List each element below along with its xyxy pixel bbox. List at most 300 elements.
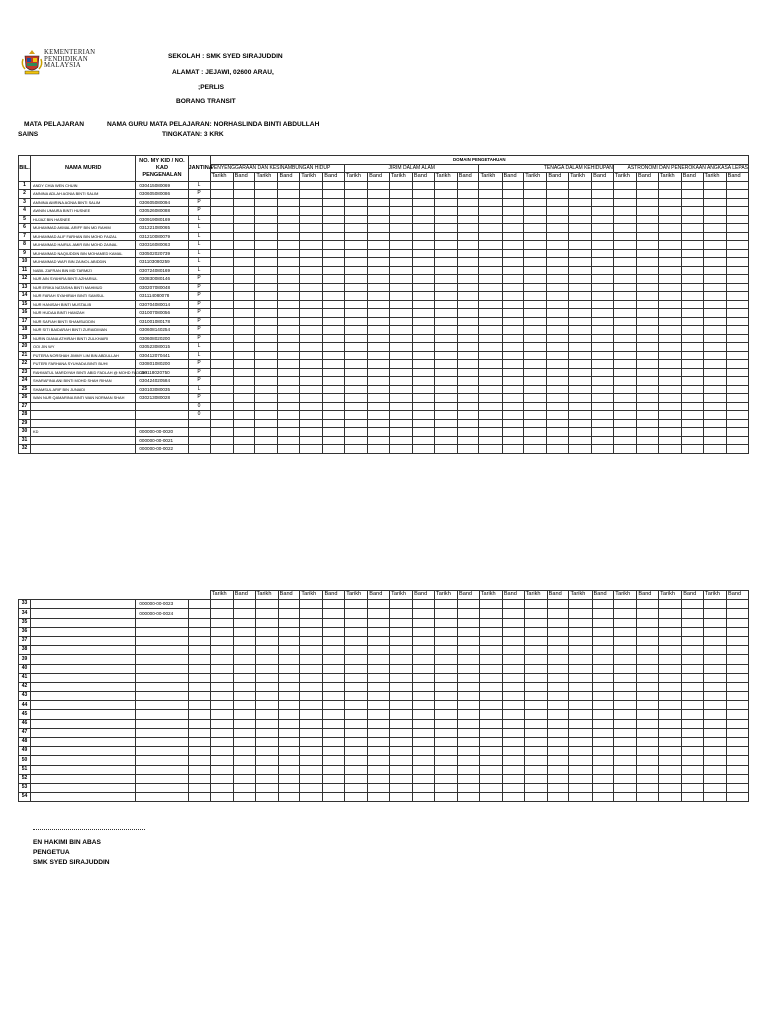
- score-cell[interactable]: [592, 198, 614, 207]
- score-cell[interactable]: [233, 343, 255, 352]
- score-cell[interactable]: [278, 181, 300, 190]
- score-cell[interactable]: [569, 756, 592, 765]
- score-cell[interactable]: [368, 181, 390, 190]
- score-cell[interactable]: [233, 249, 255, 258]
- score-cell[interactable]: [703, 609, 726, 618]
- score-cell[interactable]: [300, 241, 323, 250]
- score-cell[interactable]: [368, 394, 390, 403]
- score-cell[interactable]: [413, 609, 435, 618]
- score-cell[interactable]: [233, 309, 255, 318]
- score-cell[interactable]: [368, 249, 390, 258]
- score-cell[interactable]: [614, 747, 637, 756]
- score-cell[interactable]: [681, 275, 703, 284]
- score-cell[interactable]: [278, 618, 300, 627]
- score-cell[interactable]: [345, 436, 368, 445]
- score-cell[interactable]: [479, 747, 502, 756]
- score-cell[interactable]: [323, 719, 345, 728]
- score-cell[interactable]: [479, 300, 502, 309]
- score-cell[interactable]: [592, 309, 614, 318]
- score-cell[interactable]: [368, 266, 390, 275]
- score-cell[interactable]: [278, 300, 300, 309]
- score-cell[interactable]: [278, 636, 300, 645]
- score-cell[interactable]: [210, 385, 233, 394]
- score-cell[interactable]: [389, 360, 412, 369]
- score-cell[interactable]: [233, 765, 255, 774]
- score-cell[interactable]: [524, 215, 547, 224]
- score-cell[interactable]: [434, 774, 457, 783]
- score-cell[interactable]: [457, 445, 479, 454]
- score-cell[interactable]: [637, 646, 659, 655]
- score-cell[interactable]: [569, 249, 592, 258]
- score-cell[interactable]: [323, 783, 345, 792]
- score-cell[interactable]: [278, 436, 300, 445]
- score-cell[interactable]: [726, 343, 748, 352]
- score-cell[interactable]: [278, 258, 300, 267]
- score-cell[interactable]: [614, 783, 637, 792]
- score-cell[interactable]: [479, 738, 502, 747]
- score-cell[interactable]: [368, 445, 390, 454]
- score-cell[interactable]: [613, 283, 636, 292]
- score-cell[interactable]: [727, 655, 749, 664]
- score-cell[interactable]: [682, 728, 704, 737]
- score-cell[interactable]: [457, 710, 479, 719]
- score-cell[interactable]: [300, 765, 323, 774]
- score-cell[interactable]: [323, 232, 345, 241]
- score-cell[interactable]: [592, 673, 614, 682]
- score-cell[interactable]: [300, 411, 323, 420]
- score-cell[interactable]: [368, 756, 390, 765]
- score-cell[interactable]: [457, 719, 479, 728]
- score-cell[interactable]: [614, 636, 637, 645]
- score-cell[interactable]: [412, 215, 434, 224]
- score-cell[interactable]: [502, 317, 524, 326]
- score-cell[interactable]: [278, 377, 300, 386]
- score-cell[interactable]: [569, 292, 592, 301]
- score-cell[interactable]: [457, 783, 479, 792]
- score-cell[interactable]: [592, 411, 614, 420]
- score-cell[interactable]: [727, 701, 749, 710]
- score-cell[interactable]: [210, 300, 233, 309]
- score-cell[interactable]: [502, 738, 524, 747]
- score-cell[interactable]: [614, 682, 637, 691]
- score-cell[interactable]: [658, 326, 681, 335]
- score-cell[interactable]: [323, 309, 345, 318]
- score-cell[interactable]: [681, 241, 703, 250]
- score-cell[interactable]: [524, 368, 547, 377]
- score-cell[interactable]: [278, 283, 300, 292]
- score-cell[interactable]: [479, 719, 502, 728]
- score-cell[interactable]: [233, 646, 255, 655]
- score-cell[interactable]: [368, 241, 390, 250]
- score-cell[interactable]: [300, 275, 323, 284]
- score-cell[interactable]: [457, 627, 479, 636]
- score-cell[interactable]: [434, 636, 457, 645]
- score-cell[interactable]: [323, 692, 345, 701]
- score-cell[interactable]: [613, 190, 636, 199]
- score-cell[interactable]: [413, 710, 435, 719]
- score-cell[interactable]: [592, 351, 614, 360]
- score-cell[interactable]: [255, 436, 278, 445]
- score-cell[interactable]: [300, 673, 323, 682]
- score-cell[interactable]: [703, 377, 726, 386]
- score-cell[interactable]: [233, 701, 255, 710]
- score-cell[interactable]: [278, 738, 300, 747]
- score-cell[interactable]: [569, 636, 592, 645]
- score-cell[interactable]: [323, 283, 345, 292]
- score-cell[interactable]: [658, 300, 681, 309]
- score-cell[interactable]: [278, 774, 300, 783]
- score-cell[interactable]: [524, 377, 547, 386]
- score-cell[interactable]: [323, 600, 345, 609]
- score-cell[interactable]: [681, 394, 703, 403]
- score-cell[interactable]: [614, 627, 637, 636]
- score-cell[interactable]: [681, 181, 703, 190]
- score-cell[interactable]: [345, 445, 368, 454]
- score-cell[interactable]: [659, 793, 682, 802]
- score-cell[interactable]: [345, 719, 368, 728]
- score-cell[interactable]: [636, 411, 658, 420]
- score-cell[interactable]: [547, 241, 569, 250]
- score-cell[interactable]: [255, 728, 278, 737]
- score-cell[interactable]: [233, 793, 255, 802]
- score-cell[interactable]: [479, 774, 502, 783]
- score-cell[interactable]: [547, 655, 569, 664]
- score-cell[interactable]: [524, 351, 547, 360]
- score-cell[interactable]: [524, 747, 547, 756]
- score-cell[interactable]: [479, 241, 502, 250]
- score-cell[interactable]: [434, 292, 457, 301]
- score-cell[interactable]: [412, 445, 434, 454]
- score-cell[interactable]: [726, 317, 748, 326]
- score-cell[interactable]: [457, 609, 479, 618]
- score-cell[interactable]: [434, 428, 457, 437]
- score-cell[interactable]: [592, 445, 614, 454]
- score-cell[interactable]: [479, 207, 502, 216]
- score-cell[interactable]: [592, 419, 614, 428]
- score-cell[interactable]: [457, 198, 479, 207]
- score-cell[interactable]: [502, 655, 524, 664]
- score-cell[interactable]: [412, 402, 434, 411]
- score-cell[interactable]: [323, 664, 345, 673]
- score-cell[interactable]: [703, 292, 726, 301]
- score-cell[interactable]: [613, 394, 636, 403]
- score-cell[interactable]: [300, 224, 323, 233]
- score-cell[interactable]: [412, 292, 434, 301]
- score-cell[interactable]: [278, 266, 300, 275]
- score-cell[interactable]: [681, 445, 703, 454]
- score-cell[interactable]: [368, 283, 390, 292]
- score-cell[interactable]: [636, 283, 658, 292]
- score-cell[interactable]: [457, 283, 479, 292]
- score-cell[interactable]: [592, 646, 614, 655]
- score-cell[interactable]: [278, 765, 300, 774]
- score-cell[interactable]: [524, 756, 547, 765]
- score-cell[interactable]: [613, 428, 636, 437]
- score-cell[interactable]: [703, 207, 726, 216]
- score-cell[interactable]: [345, 793, 368, 802]
- score-cell[interactable]: [524, 283, 547, 292]
- score-cell[interactable]: [636, 419, 658, 428]
- score-cell[interactable]: [233, 682, 255, 691]
- score-cell[interactable]: [434, 249, 457, 258]
- score-cell[interactable]: [300, 618, 323, 627]
- score-cell[interactable]: [547, 436, 569, 445]
- score-cell[interactable]: [210, 701, 233, 710]
- score-cell[interactable]: [726, 368, 748, 377]
- score-cell[interactable]: [412, 377, 434, 386]
- score-cell[interactable]: [547, 747, 569, 756]
- score-cell[interactable]: [636, 326, 658, 335]
- score-cell[interactable]: [390, 636, 413, 645]
- score-cell[interactable]: [524, 710, 547, 719]
- score-cell[interactable]: [569, 377, 592, 386]
- score-cell[interactable]: [323, 368, 345, 377]
- score-cell[interactable]: [457, 756, 479, 765]
- score-cell[interactable]: [457, 419, 479, 428]
- score-cell[interactable]: [457, 300, 479, 309]
- score-cell[interactable]: [524, 783, 547, 792]
- score-cell[interactable]: [323, 655, 345, 664]
- score-cell[interactable]: [524, 436, 547, 445]
- score-cell[interactable]: [681, 292, 703, 301]
- score-cell[interactable]: [434, 394, 457, 403]
- score-cell[interactable]: [502, 609, 524, 618]
- score-cell[interactable]: [479, 646, 502, 655]
- score-cell[interactable]: [569, 673, 592, 682]
- score-cell[interactable]: [210, 710, 233, 719]
- score-cell[interactable]: [210, 747, 233, 756]
- score-cell[interactable]: [255, 646, 278, 655]
- score-cell[interactable]: [345, 326, 368, 335]
- score-cell[interactable]: [323, 181, 345, 190]
- score-cell[interactable]: [502, 765, 524, 774]
- score-cell[interactable]: [479, 600, 502, 609]
- score-cell[interactable]: [434, 377, 457, 386]
- score-cell[interactable]: [681, 317, 703, 326]
- score-cell[interactable]: [703, 181, 726, 190]
- score-cell[interactable]: [412, 411, 434, 420]
- score-cell[interactable]: [636, 445, 658, 454]
- score-cell[interactable]: [389, 343, 412, 352]
- score-cell[interactable]: [255, 207, 278, 216]
- score-cell[interactable]: [726, 385, 748, 394]
- score-cell[interactable]: [390, 673, 413, 682]
- score-cell[interactable]: [681, 360, 703, 369]
- score-cell[interactable]: [457, 258, 479, 267]
- score-cell[interactable]: [457, 232, 479, 241]
- score-cell[interactable]: [389, 419, 412, 428]
- score-cell[interactable]: [210, 756, 233, 765]
- score-cell[interactable]: [412, 385, 434, 394]
- score-cell[interactable]: [502, 181, 524, 190]
- score-cell[interactable]: [547, 618, 569, 627]
- score-cell[interactable]: [368, 275, 390, 284]
- score-cell[interactable]: [502, 343, 524, 352]
- score-cell[interactable]: [636, 190, 658, 199]
- score-cell[interactable]: [457, 360, 479, 369]
- score-cell[interactable]: [614, 609, 637, 618]
- score-cell[interactable]: [368, 701, 390, 710]
- score-cell[interactable]: [368, 300, 390, 309]
- score-cell[interactable]: [233, 275, 255, 284]
- score-cell[interactable]: [502, 224, 524, 233]
- score-cell[interactable]: [727, 673, 749, 682]
- score-cell[interactable]: [592, 747, 614, 756]
- score-cell[interactable]: [233, 283, 255, 292]
- score-cell[interactable]: [278, 317, 300, 326]
- score-cell[interactable]: [547, 682, 569, 691]
- score-cell[interactable]: [703, 636, 726, 645]
- score-cell[interactable]: [613, 334, 636, 343]
- score-cell[interactable]: [547, 673, 569, 682]
- score-cell[interactable]: [457, 224, 479, 233]
- score-cell[interactable]: [569, 300, 592, 309]
- score-cell[interactable]: [614, 655, 637, 664]
- score-cell[interactable]: [703, 664, 726, 673]
- score-cell[interactable]: [323, 646, 345, 655]
- score-cell[interactable]: [345, 419, 368, 428]
- score-cell[interactable]: [300, 360, 323, 369]
- score-cell[interactable]: [323, 445, 345, 454]
- score-cell[interactable]: [210, 317, 233, 326]
- score-cell[interactable]: [592, 756, 614, 765]
- score-cell[interactable]: [703, 600, 726, 609]
- score-cell[interactable]: [255, 673, 278, 682]
- score-cell[interactable]: [502, 627, 524, 636]
- score-cell[interactable]: [479, 351, 502, 360]
- score-cell[interactable]: [681, 402, 703, 411]
- score-cell[interactable]: [502, 411, 524, 420]
- score-cell[interactable]: [210, 198, 233, 207]
- score-cell[interactable]: [569, 600, 592, 609]
- score-cell[interactable]: [613, 360, 636, 369]
- score-cell[interactable]: [569, 655, 592, 664]
- score-cell[interactable]: [524, 428, 547, 437]
- score-cell[interactable]: [300, 377, 323, 386]
- score-cell[interactable]: [547, 600, 569, 609]
- score-cell[interactable]: [210, 343, 233, 352]
- score-cell[interactable]: [658, 232, 681, 241]
- score-cell[interactable]: [524, 266, 547, 275]
- score-cell[interactable]: [233, 728, 255, 737]
- score-cell[interactable]: [345, 682, 368, 691]
- score-cell[interactable]: [300, 334, 323, 343]
- score-cell[interactable]: [412, 368, 434, 377]
- score-cell[interactable]: [345, 710, 368, 719]
- score-cell[interactable]: [614, 756, 637, 765]
- score-cell[interactable]: [592, 334, 614, 343]
- score-cell[interactable]: [345, 664, 368, 673]
- score-cell[interactable]: [592, 618, 614, 627]
- score-cell[interactable]: [300, 419, 323, 428]
- score-cell[interactable]: [726, 283, 748, 292]
- score-cell[interactable]: [413, 646, 435, 655]
- score-cell[interactable]: [592, 682, 614, 691]
- score-cell[interactable]: [255, 258, 278, 267]
- score-cell[interactable]: [278, 275, 300, 284]
- score-cell[interactable]: [479, 224, 502, 233]
- score-cell[interactable]: [592, 249, 614, 258]
- score-cell[interactable]: [233, 292, 255, 301]
- score-cell[interactable]: [547, 793, 569, 802]
- score-cell[interactable]: [300, 385, 323, 394]
- score-cell[interactable]: [300, 292, 323, 301]
- score-cell[interactable]: [300, 283, 323, 292]
- score-cell[interactable]: [389, 385, 412, 394]
- score-cell[interactable]: [592, 283, 614, 292]
- score-cell[interactable]: [524, 241, 547, 250]
- score-cell[interactable]: [389, 198, 412, 207]
- score-cell[interactable]: [547, 275, 569, 284]
- score-cell[interactable]: [703, 627, 726, 636]
- score-cell[interactable]: [614, 692, 637, 701]
- score-cell[interactable]: [569, 765, 592, 774]
- score-cell[interactable]: [457, 334, 479, 343]
- score-cell[interactable]: [345, 300, 368, 309]
- score-cell[interactable]: [457, 673, 479, 682]
- score-cell[interactable]: [457, 636, 479, 645]
- score-cell[interactable]: [614, 719, 637, 728]
- score-cell[interactable]: [502, 198, 524, 207]
- score-cell[interactable]: [434, 728, 457, 737]
- score-cell[interactable]: [592, 655, 614, 664]
- score-cell[interactable]: [434, 419, 457, 428]
- score-cell[interactable]: [389, 215, 412, 224]
- score-cell[interactable]: [637, 710, 659, 719]
- score-cell[interactable]: [413, 783, 435, 792]
- score-cell[interactable]: [547, 756, 569, 765]
- score-cell[interactable]: [300, 756, 323, 765]
- score-cell[interactable]: [592, 300, 614, 309]
- score-cell[interactable]: [613, 232, 636, 241]
- score-cell[interactable]: [278, 664, 300, 673]
- score-cell[interactable]: [547, 428, 569, 437]
- score-cell[interactable]: [524, 655, 547, 664]
- score-cell[interactable]: [524, 326, 547, 335]
- score-cell[interactable]: [210, 326, 233, 335]
- score-cell[interactable]: [345, 738, 368, 747]
- score-cell[interactable]: [278, 411, 300, 420]
- score-cell[interactable]: [210, 309, 233, 318]
- score-cell[interactable]: [345, 411, 368, 420]
- score-cell[interactable]: [703, 326, 726, 335]
- score-cell[interactable]: [278, 747, 300, 756]
- score-cell[interactable]: [434, 411, 457, 420]
- score-cell[interactable]: [255, 326, 278, 335]
- score-cell[interactable]: [614, 774, 637, 783]
- score-cell[interactable]: [390, 627, 413, 636]
- score-cell[interactable]: [524, 636, 547, 645]
- score-cell[interactable]: [636, 198, 658, 207]
- score-cell[interactable]: [412, 224, 434, 233]
- score-cell[interactable]: [323, 394, 345, 403]
- score-cell[interactable]: [233, 232, 255, 241]
- score-cell[interactable]: [547, 190, 569, 199]
- score-cell[interactable]: [255, 618, 278, 627]
- score-cell[interactable]: [413, 682, 435, 691]
- score-cell[interactable]: [457, 402, 479, 411]
- score-cell[interactable]: [210, 224, 233, 233]
- score-cell[interactable]: [524, 181, 547, 190]
- score-cell[interactable]: [457, 793, 479, 802]
- score-cell[interactable]: [682, 673, 704, 682]
- score-cell[interactable]: [233, 636, 255, 645]
- score-cell[interactable]: [524, 275, 547, 284]
- score-cell[interactable]: [457, 309, 479, 318]
- score-cell[interactable]: [703, 334, 726, 343]
- score-cell[interactable]: [368, 728, 390, 737]
- score-cell[interactable]: [255, 368, 278, 377]
